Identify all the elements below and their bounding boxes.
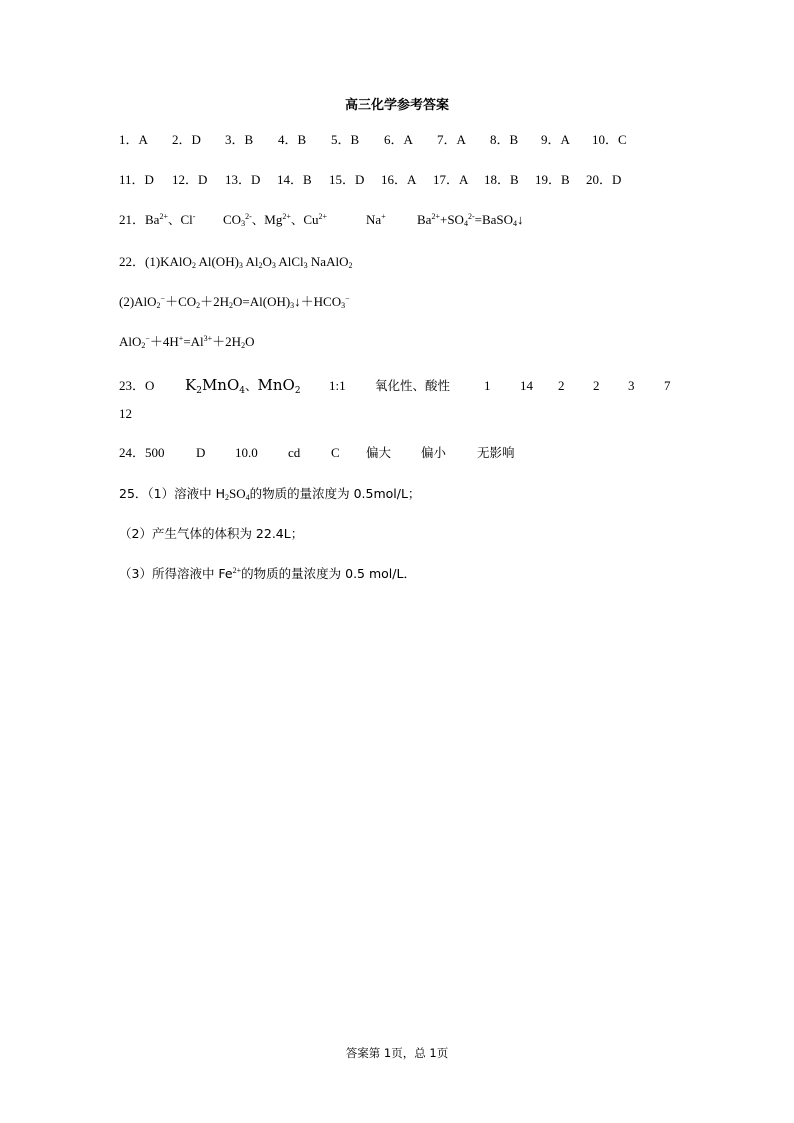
- answers-row-2: [119, 171, 621, 189]
- q23-ratio: 1:1: [329, 378, 346, 393]
- q23-coef-6: 7: [664, 378, 671, 393]
- answer-7: 7．A: [437, 132, 466, 147]
- answer-22-part-3: $AlO_2^-+4H^+=Al^{3+}+2H_2O$: [119, 334, 255, 350]
- answer-25-part-1: 25．（1）溶液中 $H_2SO_4$的物质的量浓度为 0.5mol/L；: [119, 486, 421, 502]
- answer-22-part-2: $(2)AlO_2^-+CO_2+2H_2O=Al(OH)_3↓+HCO_3^-$: [119, 294, 350, 310]
- answer-16: 16．A: [381, 172, 417, 187]
- q21-part-1: $Ba^{2+}$、Cl-: [145, 212, 196, 227]
- answer-20: 20．D: [586, 172, 622, 187]
- q24-item-7: 偏小: [421, 445, 447, 460]
- answer-15: 15．D: [329, 172, 365, 187]
- answer-25-part-3: （3）所得溶液中 $Fe^{2+}$的物质的量浓度为 0.5 mol/L．: [119, 566, 416, 581]
- page-footer: 答案第 1页，总 1页: [345, 1046, 449, 1060]
- q24-item-3: 10.0: [235, 445, 258, 460]
- answer-4: 4．B: [278, 132, 307, 147]
- q24-item-8: 无影响: [477, 445, 515, 460]
- answer-1: 1．A: [119, 132, 148, 147]
- q21-part-2: $CO_3^{2-}$、$Mg^{2+}$、$Cu^{2+}$: [223, 212, 328, 228]
- answer-13: 13．D: [225, 172, 261, 187]
- answer-21: [119, 211, 524, 229]
- q24-item-4: cd: [288, 445, 301, 460]
- answer-17: 17．A: [433, 172, 469, 187]
- q23-formulas: $K_2MnO_4$、MnO$_2$: [185, 376, 301, 396]
- answer-10: 10．C: [592, 132, 627, 147]
- answer-23-continuation: [119, 405, 132, 423]
- answer-23: [119, 376, 671, 395]
- answer-2: 2．D: [172, 132, 201, 147]
- q23-coef-2: 14: [520, 378, 533, 393]
- answer-25-part-2: （2）产生气体的体积为 22.4L；: [119, 526, 304, 541]
- answer-24: [119, 444, 515, 462]
- answer-8: 8．B: [490, 132, 519, 147]
- answer-3: 3．B: [225, 132, 254, 147]
- q23-coef-3: 2: [558, 378, 565, 393]
- answer-6: 6．A: [384, 132, 413, 147]
- q21-number: 21．: [119, 212, 146, 227]
- q23-coef-4: 2: [593, 378, 600, 393]
- q24-item-2: D: [196, 445, 206, 460]
- q24-item-5: C: [331, 445, 340, 460]
- answer-11: 11．D: [119, 172, 154, 187]
- answer-9: 9．A: [541, 132, 570, 147]
- q21-part-3: Na+: [366, 212, 386, 227]
- q23-coef-5: 3: [628, 378, 635, 393]
- answer-5: 5．B: [331, 132, 360, 147]
- answer-19: 19．B: [535, 172, 570, 187]
- q23-coef-1: 1: [484, 378, 491, 393]
- answer-22-part-1: 22．(1)KAlO$_2$ $Al(OH)_3$ $Al_2O_3$ AlCl$_3$ NaAlO$_2$: [119, 254, 353, 270]
- answers-row-1: [119, 131, 627, 149]
- answer-12: 12．D: [172, 172, 208, 187]
- answer-18: 18．B: [484, 172, 519, 187]
- q23-number: 23．O: [119, 378, 155, 393]
- q23-property: 氧化性、酸性: [375, 378, 451, 393]
- q24-item-6: 偏大: [366, 445, 392, 460]
- q23-coef-7: 12: [119, 406, 132, 421]
- q21-equation: $Ba^{2+}+SO_4^{2-}=BaSO_4↓$: [417, 212, 524, 228]
- q24-item-1: 24．500: [119, 445, 165, 460]
- answer-14: 14．B: [277, 172, 312, 187]
- page-title: 高三化学参考答案: [344, 98, 449, 113]
